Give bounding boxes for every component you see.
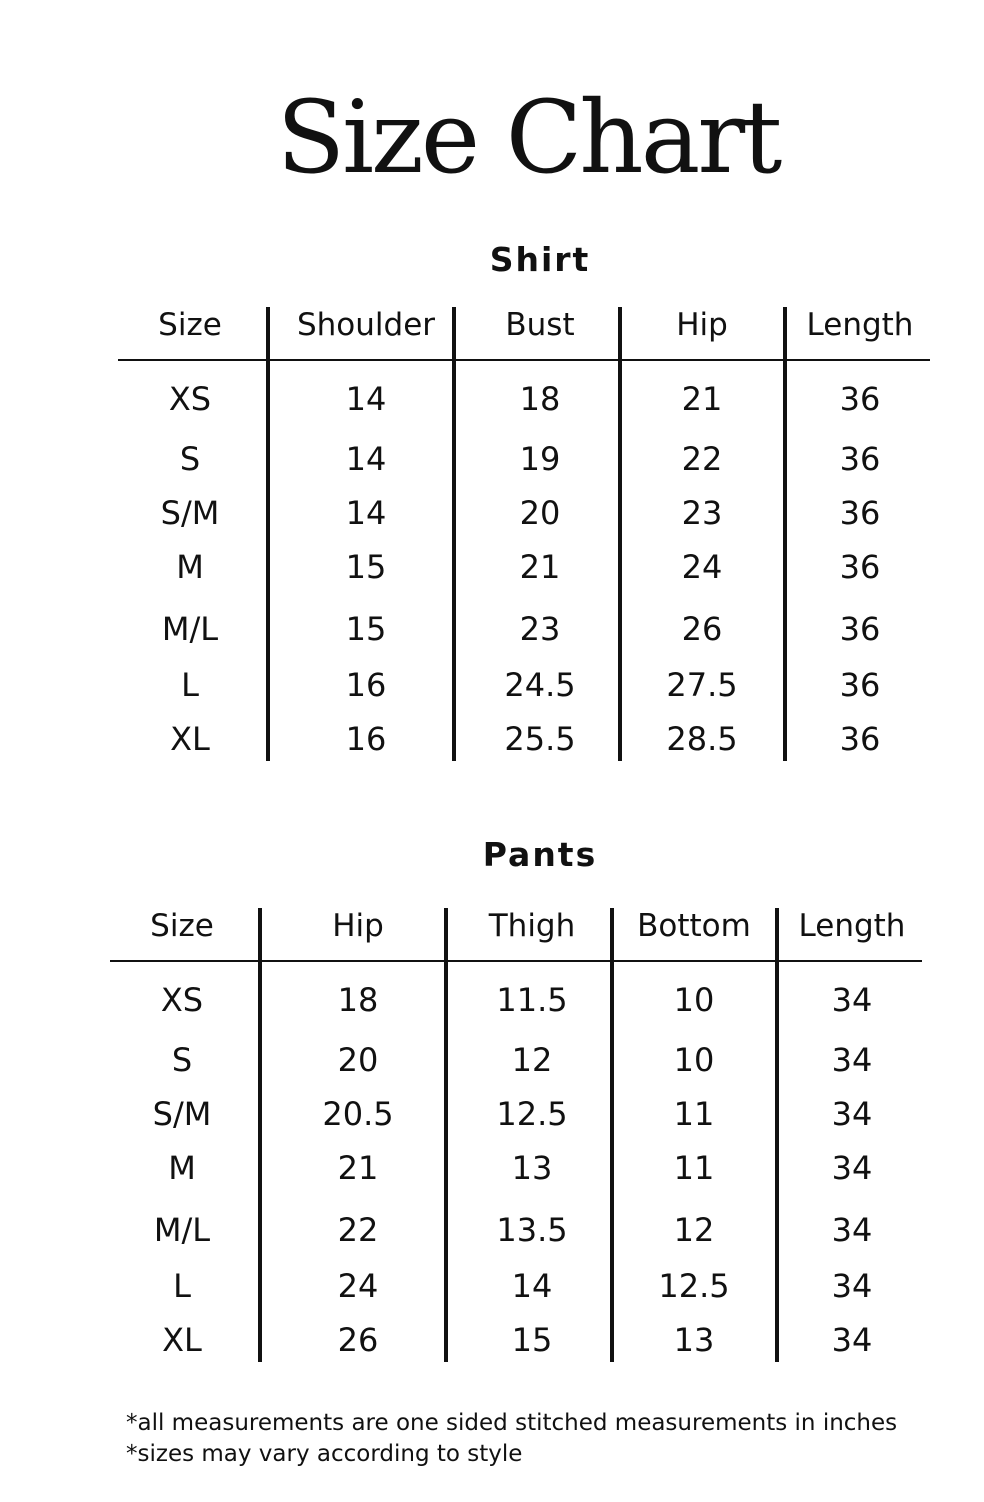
measurement-cell: 21 — [519, 548, 561, 586]
size-label: S — [171, 1041, 193, 1079]
measurement-cell: 34 — [831, 1267, 873, 1305]
measurement-cell: 21 — [681, 380, 723, 418]
measurement-cell: 16 — [345, 720, 387, 758]
size-label: S/M — [152, 1095, 212, 1133]
measurement-cell: 26 — [681, 610, 723, 648]
column-header-shoulder: Shoulder — [296, 307, 436, 343]
measurement-cell: 36 — [839, 610, 881, 648]
measurement-cell: 14 — [345, 380, 387, 418]
measurement-cell: 34 — [831, 981, 873, 1019]
measurement-cell: 15 — [345, 548, 387, 586]
measurement-cell: 15 — [511, 1321, 553, 1359]
measurement-cell: 11 — [673, 1095, 715, 1133]
measurement-cell: 12 — [511, 1041, 553, 1079]
column-header-length: Length — [798, 908, 906, 944]
column-header-bust: Bust — [505, 307, 575, 343]
measurement-cell: 14 — [345, 494, 387, 532]
measurement-cell: 24.5 — [504, 666, 576, 704]
measurement-cell: 34 — [831, 1211, 873, 1249]
measurement-cell: 26 — [337, 1321, 379, 1359]
shirt-heading: Shirt — [489, 240, 591, 279]
size-label: M — [168, 1149, 196, 1187]
measurement-cell: 13.5 — [496, 1211, 568, 1249]
measurement-cell: 27.5 — [666, 666, 738, 704]
column-header-size: Size — [158, 307, 222, 343]
measurement-cell: 13 — [673, 1321, 715, 1359]
measurement-cell: 12.5 — [496, 1095, 568, 1133]
measurement-cell: 36 — [839, 494, 881, 532]
measurement-cell: 11.5 — [496, 981, 568, 1019]
measurement-cell: 36 — [839, 720, 881, 758]
measurement-cell: 22 — [681, 440, 723, 478]
size-label: XL — [162, 1321, 202, 1359]
pants-heading: Pants — [482, 835, 598, 874]
measurement-cell: 21 — [337, 1149, 379, 1187]
header-rule — [110, 960, 922, 962]
pants-size-table — [110, 906, 922, 1366]
measurement-cell: 36 — [839, 440, 881, 478]
measurement-cell: 12.5 — [658, 1267, 730, 1305]
size-label: S — [179, 440, 201, 478]
size-label: XS — [168, 380, 212, 418]
shirt-size-table — [118, 305, 930, 765]
column-header-hip: Hip — [676, 307, 728, 343]
measurement-cell: 34 — [831, 1041, 873, 1079]
footnote-measurements: *all measurements are one sided stitched measurements in inches — [126, 1410, 898, 1436]
measurement-cell: 34 — [831, 1149, 873, 1187]
measurement-cell: 14 — [511, 1267, 553, 1305]
measurement-cell: 20.5 — [322, 1095, 394, 1133]
size-label: XS — [160, 981, 204, 1019]
measurement-cell: 10 — [673, 1041, 715, 1079]
page-title: Size Chart — [276, 79, 780, 196]
measurement-cell: 28.5 — [666, 720, 738, 758]
measurement-cell: 24 — [681, 548, 723, 586]
measurement-cell: 12 — [673, 1211, 715, 1249]
column-header-length: Length — [806, 307, 914, 343]
measurement-cell: 14 — [345, 440, 387, 478]
measurement-cell: 18 — [519, 380, 561, 418]
measurement-cell: 19 — [519, 440, 561, 478]
measurement-cell: 20 — [337, 1041, 379, 1079]
measurement-cell: 18 — [337, 981, 379, 1019]
measurement-cell: 15 — [345, 610, 387, 648]
measurement-cell: 23 — [519, 610, 561, 648]
measurement-cell: 34 — [831, 1321, 873, 1359]
measurement-cell: 16 — [345, 666, 387, 704]
footnote-sizes: *sizes may vary according to style — [126, 1441, 523, 1467]
header-rule — [118, 359, 930, 361]
measurement-cell: 25.5 — [504, 720, 576, 758]
size-label: M/L — [161, 610, 219, 648]
measurement-cell: 24 — [337, 1267, 379, 1305]
size-label: L — [181, 666, 199, 704]
size-label: XL — [170, 720, 210, 758]
measurement-cell: 11 — [673, 1149, 715, 1187]
size-label: L — [173, 1267, 191, 1305]
column-header-bottom: Bottom — [637, 908, 751, 944]
measurement-cell: 36 — [839, 548, 881, 586]
column-header-size: Size — [150, 908, 214, 944]
measurement-cell: 20 — [519, 494, 561, 532]
column-header-thigh: Thigh — [488, 908, 576, 944]
measurement-cell: 23 — [681, 494, 723, 532]
size-label: M/L — [153, 1211, 211, 1249]
column-header-hip: Hip — [332, 908, 384, 944]
measurement-cell: 22 — [337, 1211, 379, 1249]
footnotes — [126, 1408, 897, 1470]
measurement-cell: 13 — [511, 1149, 553, 1187]
measurement-cell: 34 — [831, 1095, 873, 1133]
measurement-cell: 10 — [673, 981, 715, 1019]
size-label: M — [176, 548, 204, 586]
measurement-cell: 36 — [839, 666, 881, 704]
measurement-cell: 36 — [839, 380, 881, 418]
size-label: S/M — [160, 494, 220, 532]
